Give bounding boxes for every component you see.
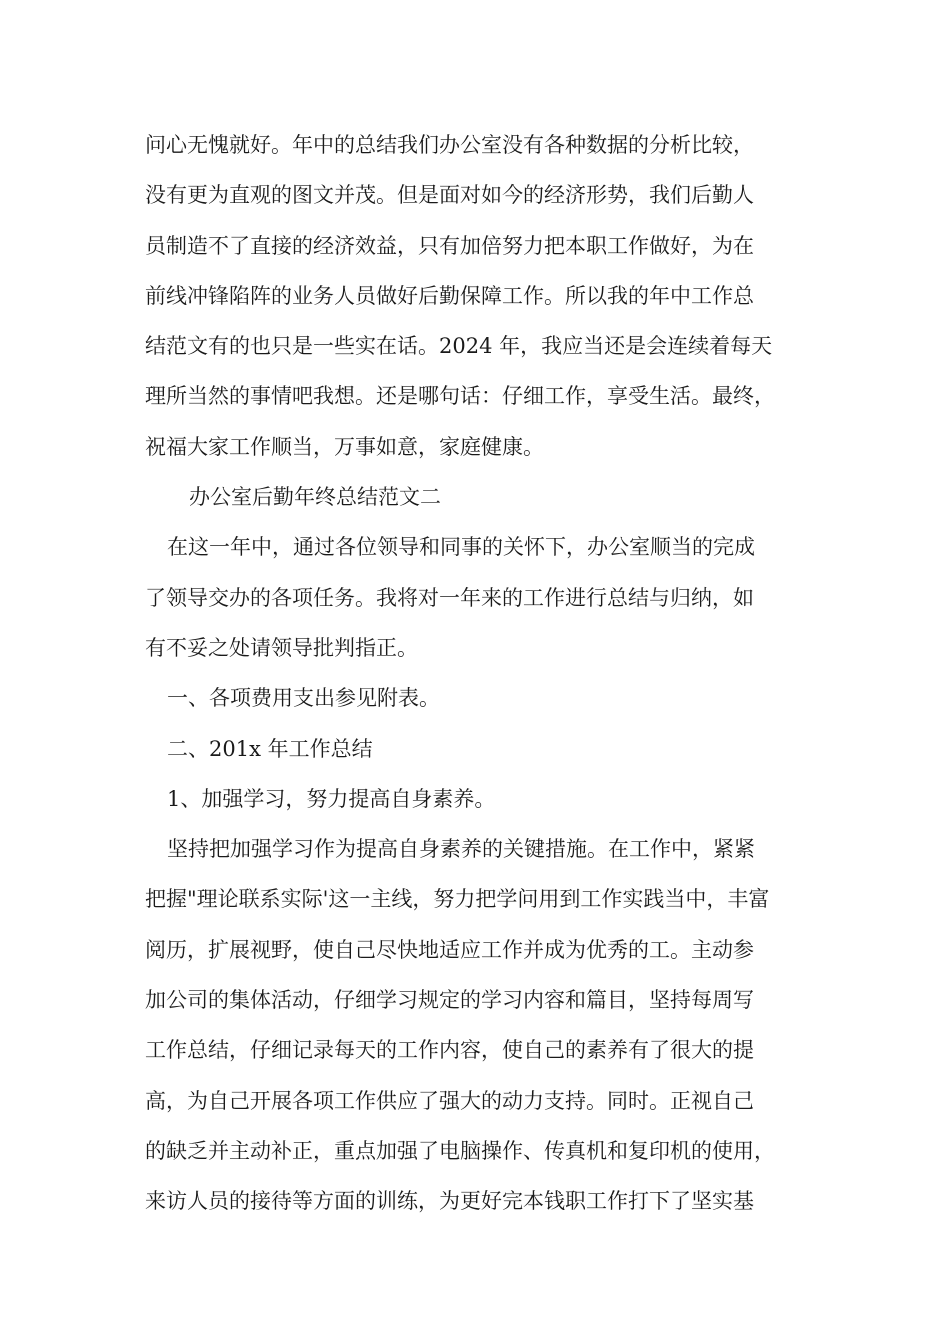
paragraph-line: 结范文有的也只是一些实在话。2024 年，我应当还是会连续着每天 <box>145 334 773 359</box>
paragraph-line: 理所当然的事情吧我想。还是哪句话：仔细工作，享受生活。最终， <box>145 384 775 409</box>
paragraph-line: 员制造不了直接的经济效益，只有加倍努力把本职工作做好，为在 <box>145 233 754 258</box>
paragraph-line: 问心无愧就好。年中的总结我们办公室没有各种数据的分析比较， <box>145 133 754 157</box>
paragraph-line: 阅历，扩展视野，使自己尽快地适应工作并成为优秀的工。主动参 <box>145 937 754 962</box>
paragraph-line: 的缺乏并主动补正，重点加强了电脑操作、传真机和复印机的使用， <box>145 1138 775 1163</box>
paragraph-line: 没有更为直观的图文并茂。但是面对如今的经济形势，我们后勤人 <box>145 183 754 208</box>
list-item: 二、201x 年工作总结 <box>167 736 373 761</box>
paragraph-line: 加公司的集体活动，仔细学习规定的学习内容和篇目，坚持每周写 <box>145 988 754 1013</box>
paragraph-line: 来访人员的接待等方面的训练，为更好完本钱职工作打下了坚实基 <box>145 1189 754 1214</box>
paragraph-line: 高，为自己开展各项工作供应了强大的动力支持。同时。正视自己 <box>145 1088 754 1113</box>
paragraph-line: 坚持把加强学习作为提高自身素养的关键措施。在工作中，紧紧 <box>167 837 755 862</box>
paragraph-line: 工作总结，仔细记录每天的工作内容，使自己的素养有了很大的提 <box>145 1038 754 1063</box>
section-heading: 办公室后勤年终总结范文二 <box>189 485 441 510</box>
list-item: 一、各项费用支出参见附表。 <box>167 686 440 711</box>
paragraph-line: 前线冲锋陷阵的业务人员做好后勤保障工作。所以我的年中工作总 <box>145 283 754 308</box>
paragraph-line: 祝福大家工作顺当，万事如意，家庭健康。 <box>145 434 544 459</box>
paragraph-line: 把握"理论联系实际'这一主线，努力把学问用到工作实践当中，丰富 <box>145 887 770 912</box>
list-item: 1、加强学习，努力提高自身素养。 <box>167 786 496 811</box>
paragraph-line: 了领导交办的各项任务。我将对一年来的工作进行总结与归纳，如 <box>145 585 754 610</box>
document-body <box>145 129 825 1236</box>
paragraph-line: 有不妥之处请领导批判指正。 <box>145 635 418 660</box>
paragraph-line: 在这一年中，通过各位领导和同事的关怀下，办公室顺当的完成 <box>167 535 755 560</box>
